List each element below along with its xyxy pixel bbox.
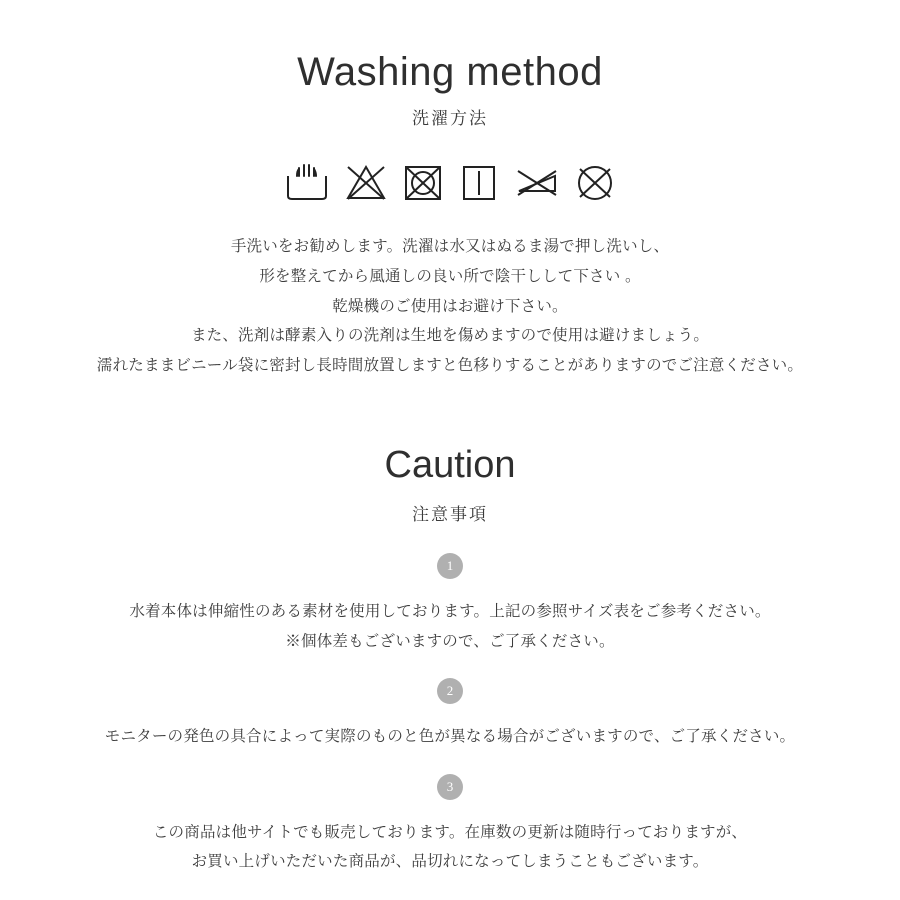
caution-number-badge: 2 <box>437 678 463 704</box>
washing-line: 手洗いをお勧めします。洗濯は水又はぬるま湯で押し洗いし、 <box>230 238 670 256</box>
hand-wash-icon <box>284 162 330 202</box>
do-not-tumble-dry-icon <box>402 162 444 202</box>
caution-item <box>0 553 900 656</box>
caution-line: お買い上げいただいた商品が、品切れになってしまうこともございます。 <box>191 853 709 871</box>
do-not-bleach-icon <box>344 162 388 202</box>
washing-title-en: Washing method <box>297 50 603 94</box>
caution-text <box>0 818 900 877</box>
washing-instructions <box>0 232 900 381</box>
caution-text <box>0 722 900 751</box>
caution-item <box>0 678 900 751</box>
care-symbol-row <box>0 162 900 202</box>
caution-number-badge: 1 <box>437 553 463 579</box>
drip-dry-in-shade-icon <box>458 162 500 202</box>
washing-method-section <box>0 0 900 381</box>
caution-title-jp: 注意事項 <box>412 505 488 525</box>
washing-title-jp: 洗濯方法 <box>412 109 488 128</box>
caution-line: 水着本体は伸縮性のある素材を使用しております。上記の参照サイズ表をご参考ください。 <box>129 603 771 621</box>
do-not-iron-icon <box>514 162 560 202</box>
washing-line: 乾燥機のご使用はお避け下さい。 <box>332 297 568 315</box>
washing-line: 濡れたままビニール袋に密封し長時間放置しますと色移りすることがありますのでご注意ください。 <box>96 357 804 375</box>
do-not-dry-clean-icon <box>574 162 616 202</box>
caution-title-en: Caution <box>384 443 516 486</box>
caution-line: モニターの発色の具合によって実際のものと色が異なる場合がございますので、ご了承ください。 <box>104 728 796 746</box>
washing-line: 形を整えてから風通しの良い所で陰干しして下さい 。 <box>259 267 641 285</box>
caution-line: この商品は他サイトでも販売しております。在庫数の更新は随時行っておりますが、 <box>152 823 748 841</box>
caution-item <box>0 774 900 877</box>
caution-line: ※個体差もございますので、ご了承ください。 <box>285 632 615 650</box>
caution-section <box>0 443 900 877</box>
caution-number-badge: 3 <box>437 774 463 800</box>
washing-line: また、洗剤は酵素入りの洗剤は生地を傷めますので使用は避けましょう。 <box>190 327 710 345</box>
caution-text <box>0 597 900 656</box>
